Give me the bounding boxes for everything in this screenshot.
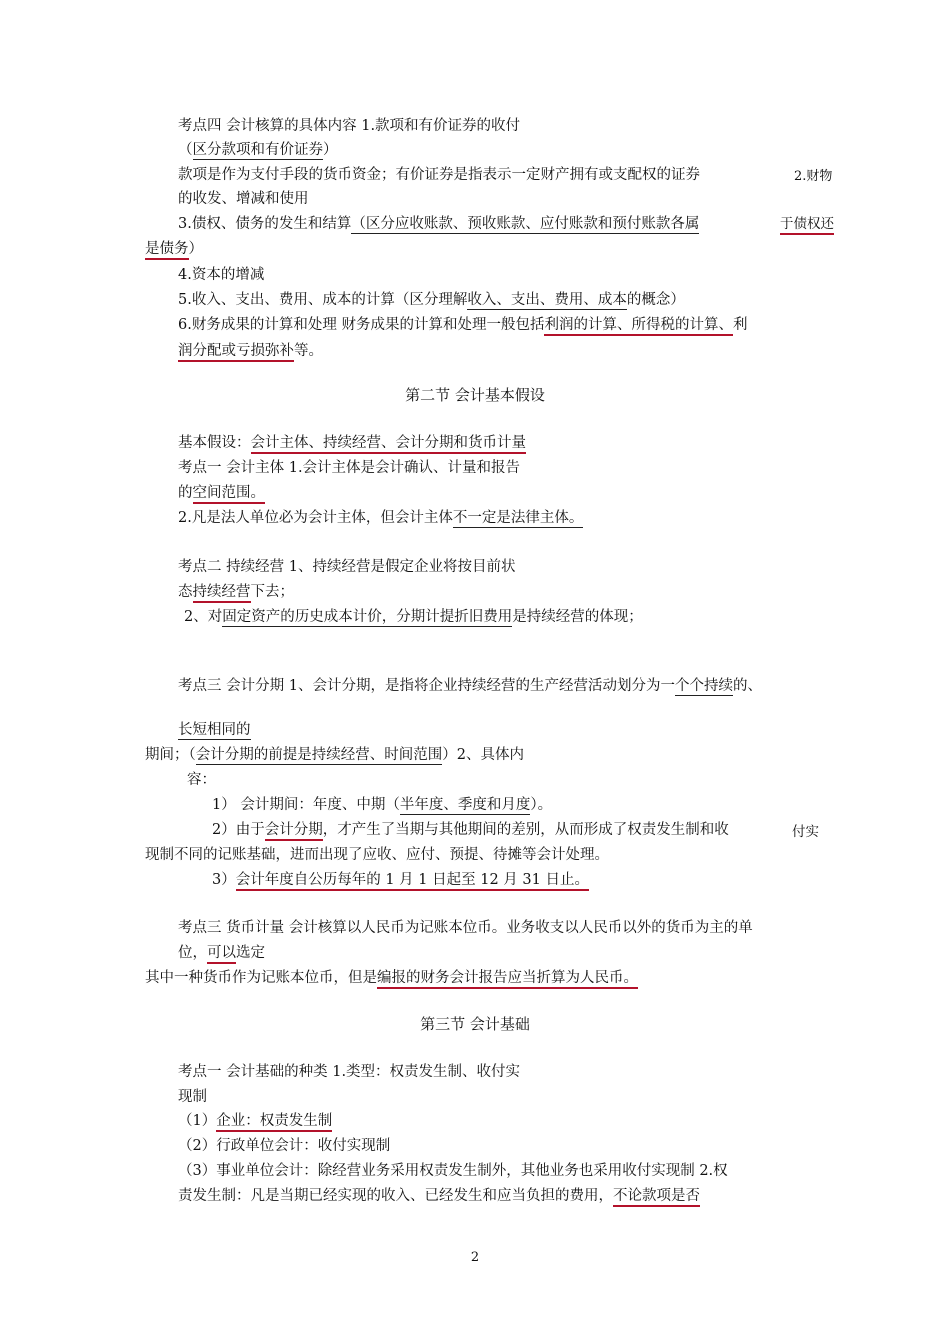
paragraph-line: （3）事业单位会计：除经营业务采用权责发生制外，其他业务也采用收付实现制 2.权: [178, 1163, 728, 1179]
paragraph-line: （1）企业：权责发生制: [178, 1113, 333, 1129]
paragraph-line: 4.资本的增减: [178, 267, 265, 283]
paragraph-line: 位，可以选定: [178, 945, 265, 961]
underlined-text: 区分款项和有价证券: [192, 142, 323, 158]
overlapping-text: 2.财物: [794, 169, 833, 184]
underlined-text: 会计主体、持续经营、会计分期和货币计量: [250, 435, 526, 451]
underlined-text: 是债务: [145, 241, 189, 257]
underlined-text: 企业：权责发生制: [216, 1113, 333, 1129]
underlined-text: （区分应收账款、预收账款、应付账款和预付账款各属: [351, 216, 700, 232]
paragraph-line: 的空间范围。: [178, 485, 265, 501]
paragraph-line: 现制: [178, 1089, 207, 1105]
underlined-text: 会计年度自公历每年的 1 月 1 日起至 12 月 31 日止。: [235, 872, 589, 888]
paragraph-line: 基本假设：会计主体、持续经营、会计分期和货币计量: [178, 435, 526, 451]
paragraph-line: 考点一 会计基础的种类 1.类型：权责发生制、收付实: [178, 1064, 521, 1080]
page-number: 2: [470, 1250, 480, 1265]
underlined-text: 空间范围。: [192, 485, 265, 501]
paragraph-line: （2）行政单位会计：收付实现制: [178, 1138, 391, 1154]
underlined-text: 编报的财务会计报告应当折算为人民币。: [377, 970, 638, 986]
paragraph-line: 容：: [187, 772, 216, 788]
paragraph-line: 6.财务成果的计算和处理 财务成果的计算和处理一般包括利润的计算、所得税的计算、利: [178, 317, 748, 333]
paragraph-line: [178, 720, 251, 740]
paragraph-line: 的收发、增减和使用: [178, 191, 309, 207]
paragraph-line: 考点三 货币计量 会计核算以人民币为记账本位币。业务收支以人民币以外的货币为主的单: [178, 920, 753, 936]
paragraph-line: （区分款项和有价证券）: [178, 142, 338, 158]
paragraph-line: 责发生制：凡是当期已经实现的收入、已经发生和应当负担的费用，不论款项是否: [178, 1188, 700, 1204]
underlined-text: 会计分期的前提是持续经营、时间范围: [195, 747, 443, 763]
paragraph-line: 2）由于会计分期，才产生了当期与其他期间的差别，从而形成了权责发生制和收: [212, 822, 729, 838]
underlined-text: 收入、支出、费用、成本: [467, 292, 627, 308]
paragraph-line: 2、对固定资产的历史成本计价，分期计提折旧费用是持续经营的体现；: [184, 609, 643, 625]
underlined-text: 可以: [207, 945, 236, 961]
paragraph-line: 3）会计年度自公历每年的 1 月 1 日起至 12 月 31 日止。: [212, 872, 589, 888]
paragraph-line: 润分配或亏损弥补等。: [178, 343, 323, 359]
section-heading: 第三节 会计基础: [420, 1015, 530, 1033]
underlined-text: 润分配或亏损弥补: [178, 343, 294, 359]
paragraph-line: 1） 会计期间：年度、中期（半年度、季度和月度）。: [212, 797, 553, 813]
paragraph-line: 是债务）: [145, 241, 203, 257]
paragraph-line: 3.债权、债务的发生和结算（区分应收账款、预收账款、应付账款和预付账款各属: [178, 216, 700, 232]
section-heading: 第二节 会计基本假设: [405, 386, 545, 404]
paragraph-line: 考点四 会计核算的具体内容 1.款项和有价证券的收付: [178, 118, 521, 134]
paragraph-line: 现制不同的记账基础，进而出现了应收、应付、预提、待摊等会计处理。: [145, 847, 609, 863]
underlined-text: 半年度、季度和月度: [399, 797, 531, 813]
underlined-text: 不论款项是否: [613, 1188, 700, 1204]
paragraph-line: 考点三 会计分期 1、会计分期，是指将企业持续经营的生产经营活动划分为一个个持续的、: [178, 678, 762, 694]
underlined-text: 会计分期: [264, 822, 323, 838]
paragraph-line: 2.凡是法人单位必为会计主体，但会计主体不一定是法律主体。: [178, 510, 584, 526]
underlined-text: 个个持续: [674, 678, 733, 694]
overlapping-text: 付实: [792, 824, 819, 840]
underlined-text: 持续经营: [192, 584, 251, 600]
paragraph-line: 其中一种货币作为记账本位币，但是编报的财务会计报告应当折算为人民币。: [145, 970, 638, 986]
underlined-text: 利润的计算、所得税的计算、: [544, 317, 733, 333]
overlapping-text: 于债权还: [780, 216, 834, 232]
underlined-text: 固定资产的历史成本计价，分期计提折旧费用: [222, 609, 513, 625]
paragraph-line: 5.收入、支出、费用、成本的计算（区分理解收入、支出、费用、成本的概念）: [178, 292, 685, 308]
paragraph-line: 款项是作为支付手段的货币资金；有价证券是指表示一定财产拥有或支配权的证券: [178, 167, 700, 183]
underlined-text: 不一定是法律主体。: [452, 510, 584, 526]
paragraph-line: 态持续经营下去；: [178, 584, 294, 600]
paragraph-line: 期间；（会计分期的前提是持续经营、时间范围）2、具体内: [145, 747, 524, 763]
paragraph-line: 考点一 会计主体 1.会计主体是会计确认、计量和报告: [178, 460, 521, 476]
underlined-text: 长短相同的: [178, 722, 251, 738]
paragraph-line: 考点二 持续经营 1、持续经营是假定企业将按目前状: [178, 559, 516, 575]
